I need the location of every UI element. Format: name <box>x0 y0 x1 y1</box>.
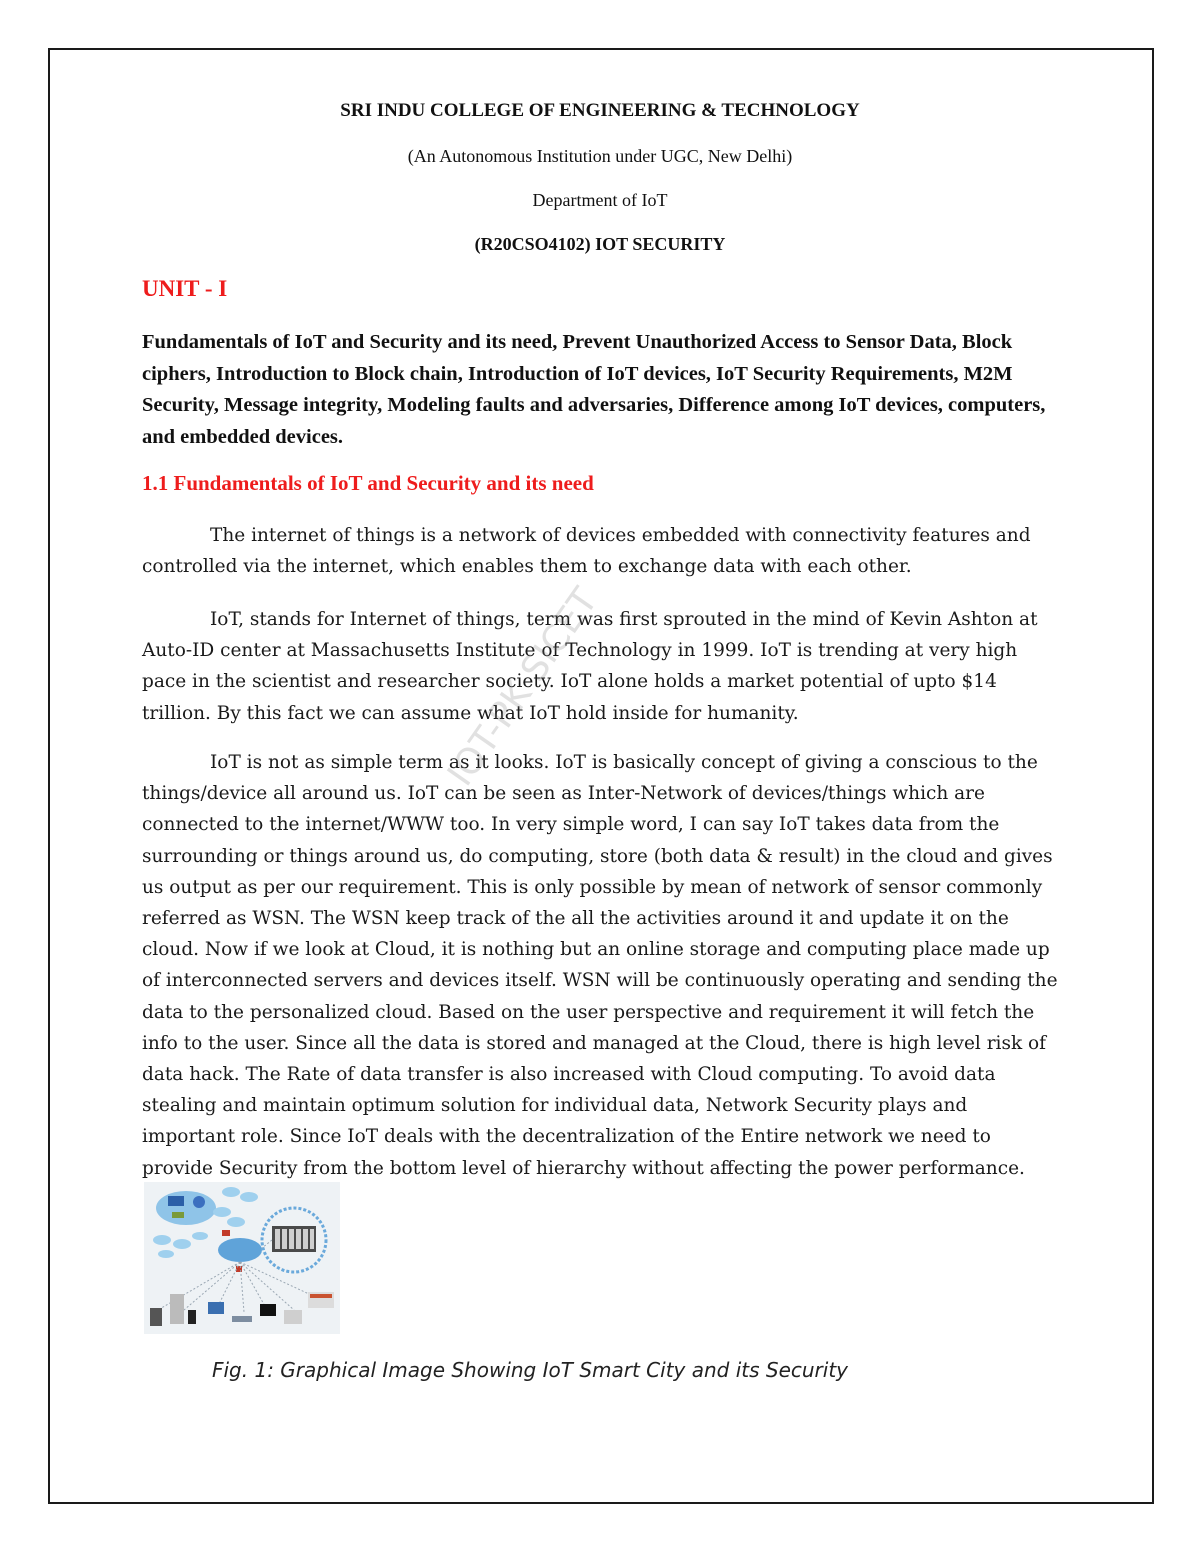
course-title: (R20CSO4102) IOT SECURITY <box>474 234 726 254</box>
unit-title: UNIT - I <box>142 276 228 301</box>
figure-caption: Fig. 1: Graphical Image Showing IoT Smart City and its Security <box>212 1358 849 1382</box>
department-name: Department of IoT <box>532 190 668 210</box>
paragraph-3: IoT is not as simple term as it looks. IoT is basically concept of giving a conscious to the things/device all around us. IoT can be seen as Inter-Network of devices/things which are connected to the internet/WWW too. In very simple word, I can say IoT takes data from the surrounding or things around us, do computing, store (both data & result) in the cloud and gives us output as per our requirement. This is only possible by mean of network of sensor commonly referred as WSN. The WSN keep track of the all the activities around it and update it on the cloud. Now if we look at Cloud, it is nothing but an online storage and computing place made up of interconnected servers and devices itself. WSN will be continuously operating and sending the data to the personalized cloud. Based on the user perspective and requirement it will fetch the info to the user. Since all the data is stored and managed at the Cloud, there is high level risk of data hack. The Rate of data transfer is also increased with Cloud computing. To avoid data stealing and maintain optimum solution for individual data, Network Security plays and important role. Since IoT deals with the decentralization of the Entire network we need to provide Security from the bottom level of hierarchy without affecting the power performance. <box>142 752 1058 1179</box>
paragraph-2: IoT, stands for Internet of things, term was first sprouted in the mind of Kevin Ashton at Auto-ID center at Massachusetts Institute of Technology in 1999. IoT is trending at very high pace in the scientist and researcher society. IoT alone holds a market potential of upto $14 trillion. By this fact we can assume what IoT hold inside for humanity. <box>142 609 1038 724</box>
paragraph-1: The internet of things is a network of devices embedded with connectivity features and controlled via the internet, which enables them to exchange data with each other. <box>142 525 1031 578</box>
college-name: SRI INDU COLLEGE OF ENGINEERING & TECHNOLOGY <box>340 100 860 121</box>
section-heading: 1.1 Fundamentals of IoT and Security and its need <box>142 471 594 495</box>
watermark-text: IOT-PK SICET <box>440 580 606 794</box>
institution-note: (An Autonomous Institution under UGC, New Delhi) <box>407 146 793 166</box>
syllabus-summary: Fundamentals of IoT and Security and its need, Prevent Unauthorized Access to Sensor Data, Block ciphers, Introduction to Block chain, Introduction of IoT devices, IoT Security Requirements, M2M Security, Message integrity, Modeling faults and adversaries, Difference among IoT devices, computers, and embedded devices. <box>142 331 1046 448</box>
iot-smart-city-figure <box>144 1182 340 1334</box>
